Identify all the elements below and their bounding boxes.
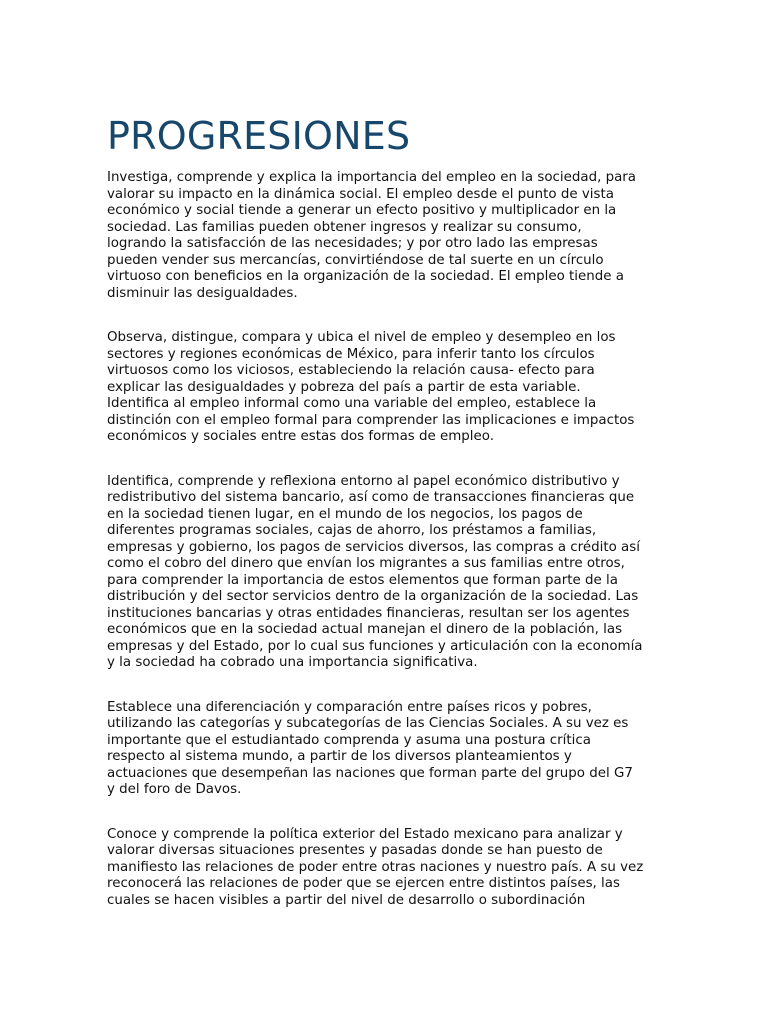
paragraph-desempleo-regiones: Observa, distingue, compara y ubica el nivel de empleo y desempleo en los sectores y regiones económicas de México, para inferir tanto los círculos virtuosos como los viciosos, estableciendo la relación causa- efecto para explicar las desigualdades y pobreza del país a partir de esta variable. Identifica al empleo informal como una variable del empleo, establece la distinción con el empleo formal para comprender las implicaciones e impactos económicos y sociales entre estas dos formas de empleo. — [107, 330, 635, 444]
paragraph-sistema-bancario: Identifica, comprende y reflexiona entorno al papel económico distributivo y redistributivo del sistema bancario, así como de transacciones financieras que en la sociedad tienen lugar, en el mundo de los negocios, los pagos de diferentes programas sociales, cajas de ahorro, los préstamos a familias, empresas y gobierno, los pagos de servicios diversos, las compras a crédito así como el cobro del dinero que envían los migrantes a sus familias entre otros, para comprender la importancia de estos elementos que forman parte de la distribución y del sector servicios dentro de la organización de la sociedad. Las instituciones bancarias y otras entidades financieras, resultan ser los agentes económicos que en la sociedad actual manejan el dinero de la población, las empresas y del Estado, por lo cual sus funciones y articulación con la economía y la sociedad ha cobrado una importancia significativa. — [107, 473, 643, 670]
document-title: PROGRESIONES — [107, 114, 411, 158]
paragraph-paises-ricos-pobres: Establece una diferenciación y comparación entre países ricos y pobres, utilizando las categorías y subcategorías de las Ciencias Sociales. A su vez es importante que el estudiantado comprenda y asuma una postura crítica respecto al sistema mundo, a partir de los diversos planteamientos y actuaciones que desempeñan las naciones que forman parte del grupo del G7 y del foro de Davos. — [107, 699, 633, 797]
paragraph-empleo: Investiga, comprende y explica la importancia del empleo en la sociedad, para valorar su impacto en la dinámica social. El empleo desde el punto de vista económico y social tiende a generar un efecto positivo y multiplicador en la sociedad. Las familias pueden obtener ingresos y realizar su consumo, logrando la satisfacción de las necesidades; y por otro lado las empresas pueden vender sus mercancías, convirtiéndose de tal suerte en un círculo virtuoso con beneficios en la organización de la sociedad. El empleo tiende a disminuir las desigualdades. — [107, 170, 636, 301]
paragraph-politica-exterior: Conoce y comprende la política exterior del Estado mexicano para analizar y valorar diversas situaciones presentes y pasadas donde se han puesto de manifiesto las relaciones de poder entre otras naciones y nuestro país. A su vez reconocerá las relaciones de poder que se ejercen entre distintos países, las cuales se hacen visibles a partir del nivel de desarrollo o subordinación — [107, 826, 644, 908]
document-page — [107, 110, 667, 937]
